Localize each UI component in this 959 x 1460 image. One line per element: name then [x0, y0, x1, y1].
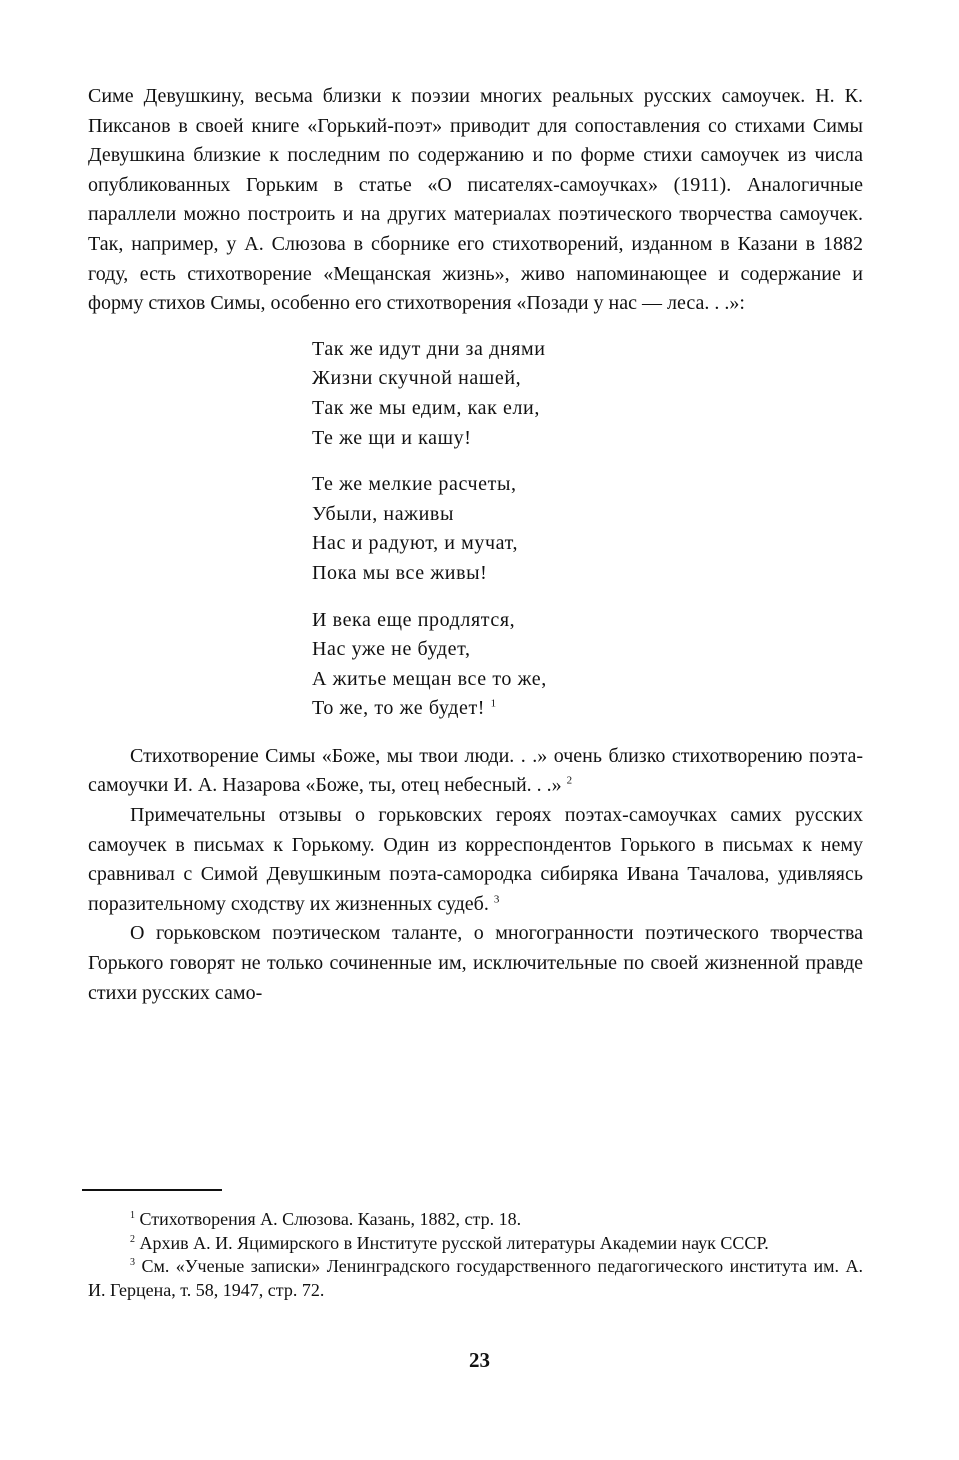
footnote-ref-2: 2 [566, 774, 573, 787]
footnote-text: Стихотворения А. Слюзова. Казань, 1882, стр. 18. [139, 1209, 522, 1229]
footnote-text: См. «Ученые записки» Ленинградского государственного педагогического института им. А. И. Герцена, т. 58, 1947, стр. 72. [88, 1256, 863, 1300]
footnote-text: Архив А. И. Яцимирского в Институте русской литературы Академии наук СССР. [139, 1232, 769, 1253]
footnote-2 [88, 1232, 863, 1256]
footnote-mark: 1 [130, 1210, 135, 1221]
poem-stanza-1 [312, 335, 863, 453]
footnotes [88, 1208, 863, 1302]
poem-stanza-3 [312, 606, 863, 724]
poem-line: Так же мы едим, как ели, [312, 396, 540, 419]
footnote-mark: 3 [130, 1257, 135, 1268]
footnote-1 [88, 1208, 863, 1232]
paragraph-2 [88, 742, 863, 801]
paragraph-4: О горьковском поэтическом таланте, о многогранности поэтического творчества Горького говорят не только сочиненные им, исключительные по своей жизненной правде стихи русских само- [88, 922, 863, 1004]
poem-line: Те же мелкие расчеты, [312, 473, 517, 496]
poem-line: Те же щи и кашу! [312, 426, 472, 449]
poem-line: Жизни скучной нашей, [312, 367, 522, 390]
paragraph-1: Симе Девушкину, весьма близки к поэзии многих реальных русских самоучек. Н. К. Пиксанов в своей книге «Горький-поэт» приводит для сопоставления со стихами Симы Девушкина близкие к последним по содержанию и по форме стихи самоучек из числа опубликованных Горьким в статье «О писателях-самоучках» (1911). Аналогичные параллели можно построить и на других материалах поэтического творчества самоучек. Так, например, у А. Слюзова в сборнике его стихотворений, изданном в Казани в 1882 году, есть стихотворение «Мещанская жизнь», живо напоминающее и содержание и форму стихов Симы, особенно его стихотворения «Позади у нас — леса. . .»: [88, 85, 863, 315]
poem-line: А житье мещан все то же, [312, 667, 547, 690]
poem-line: Убыли, наживы [312, 502, 454, 525]
poem-line: И века еще продлятся, [312, 608, 516, 631]
footnote-mark: 2 [130, 1233, 135, 1245]
footnote-3 [88, 1255, 863, 1302]
poem-stanza-2 [312, 470, 863, 588]
paragraph-2-text: Стихотворение Симы «Боже, мы твои люди. . .» очень близко стихотворению поэта-самоучки И. А. Назарова «Боже, ты, отец небесный. . .» [88, 744, 863, 797]
paragraph-3-text: Примечательны отзывы о горьковских героях поэтах-самоучках самих русских самоучек в письмах к Горькому. Один из корреспондентов Горького в письмах к нему сравнивал с Симой Девушкиным поэта-самородка сибиряка Ивана Тачалова, удивляясь поразительному сходству их жизненных судеб. [88, 804, 863, 915]
poem-quotation [312, 335, 863, 724]
footnote-ref-1: 1 [490, 697, 497, 710]
footnote-separator [82, 1189, 222, 1191]
paragraph-3 [88, 801, 863, 919]
poem-line: Нас и радуют, и мучат, [312, 532, 519, 555]
poem-line: Пока мы все живы! [312, 561, 488, 584]
poem-line: Так же идут дни за днями [312, 337, 546, 360]
poem-line: Нас уже не будет, [312, 638, 471, 661]
footnote-ref-3: 3 [493, 893, 500, 906]
page-number: 23 [469, 1348, 490, 1372]
poem-last-line [312, 694, 863, 724]
poem-line-text: То же, то же будет! [312, 697, 486, 720]
page-body [88, 82, 863, 1008]
